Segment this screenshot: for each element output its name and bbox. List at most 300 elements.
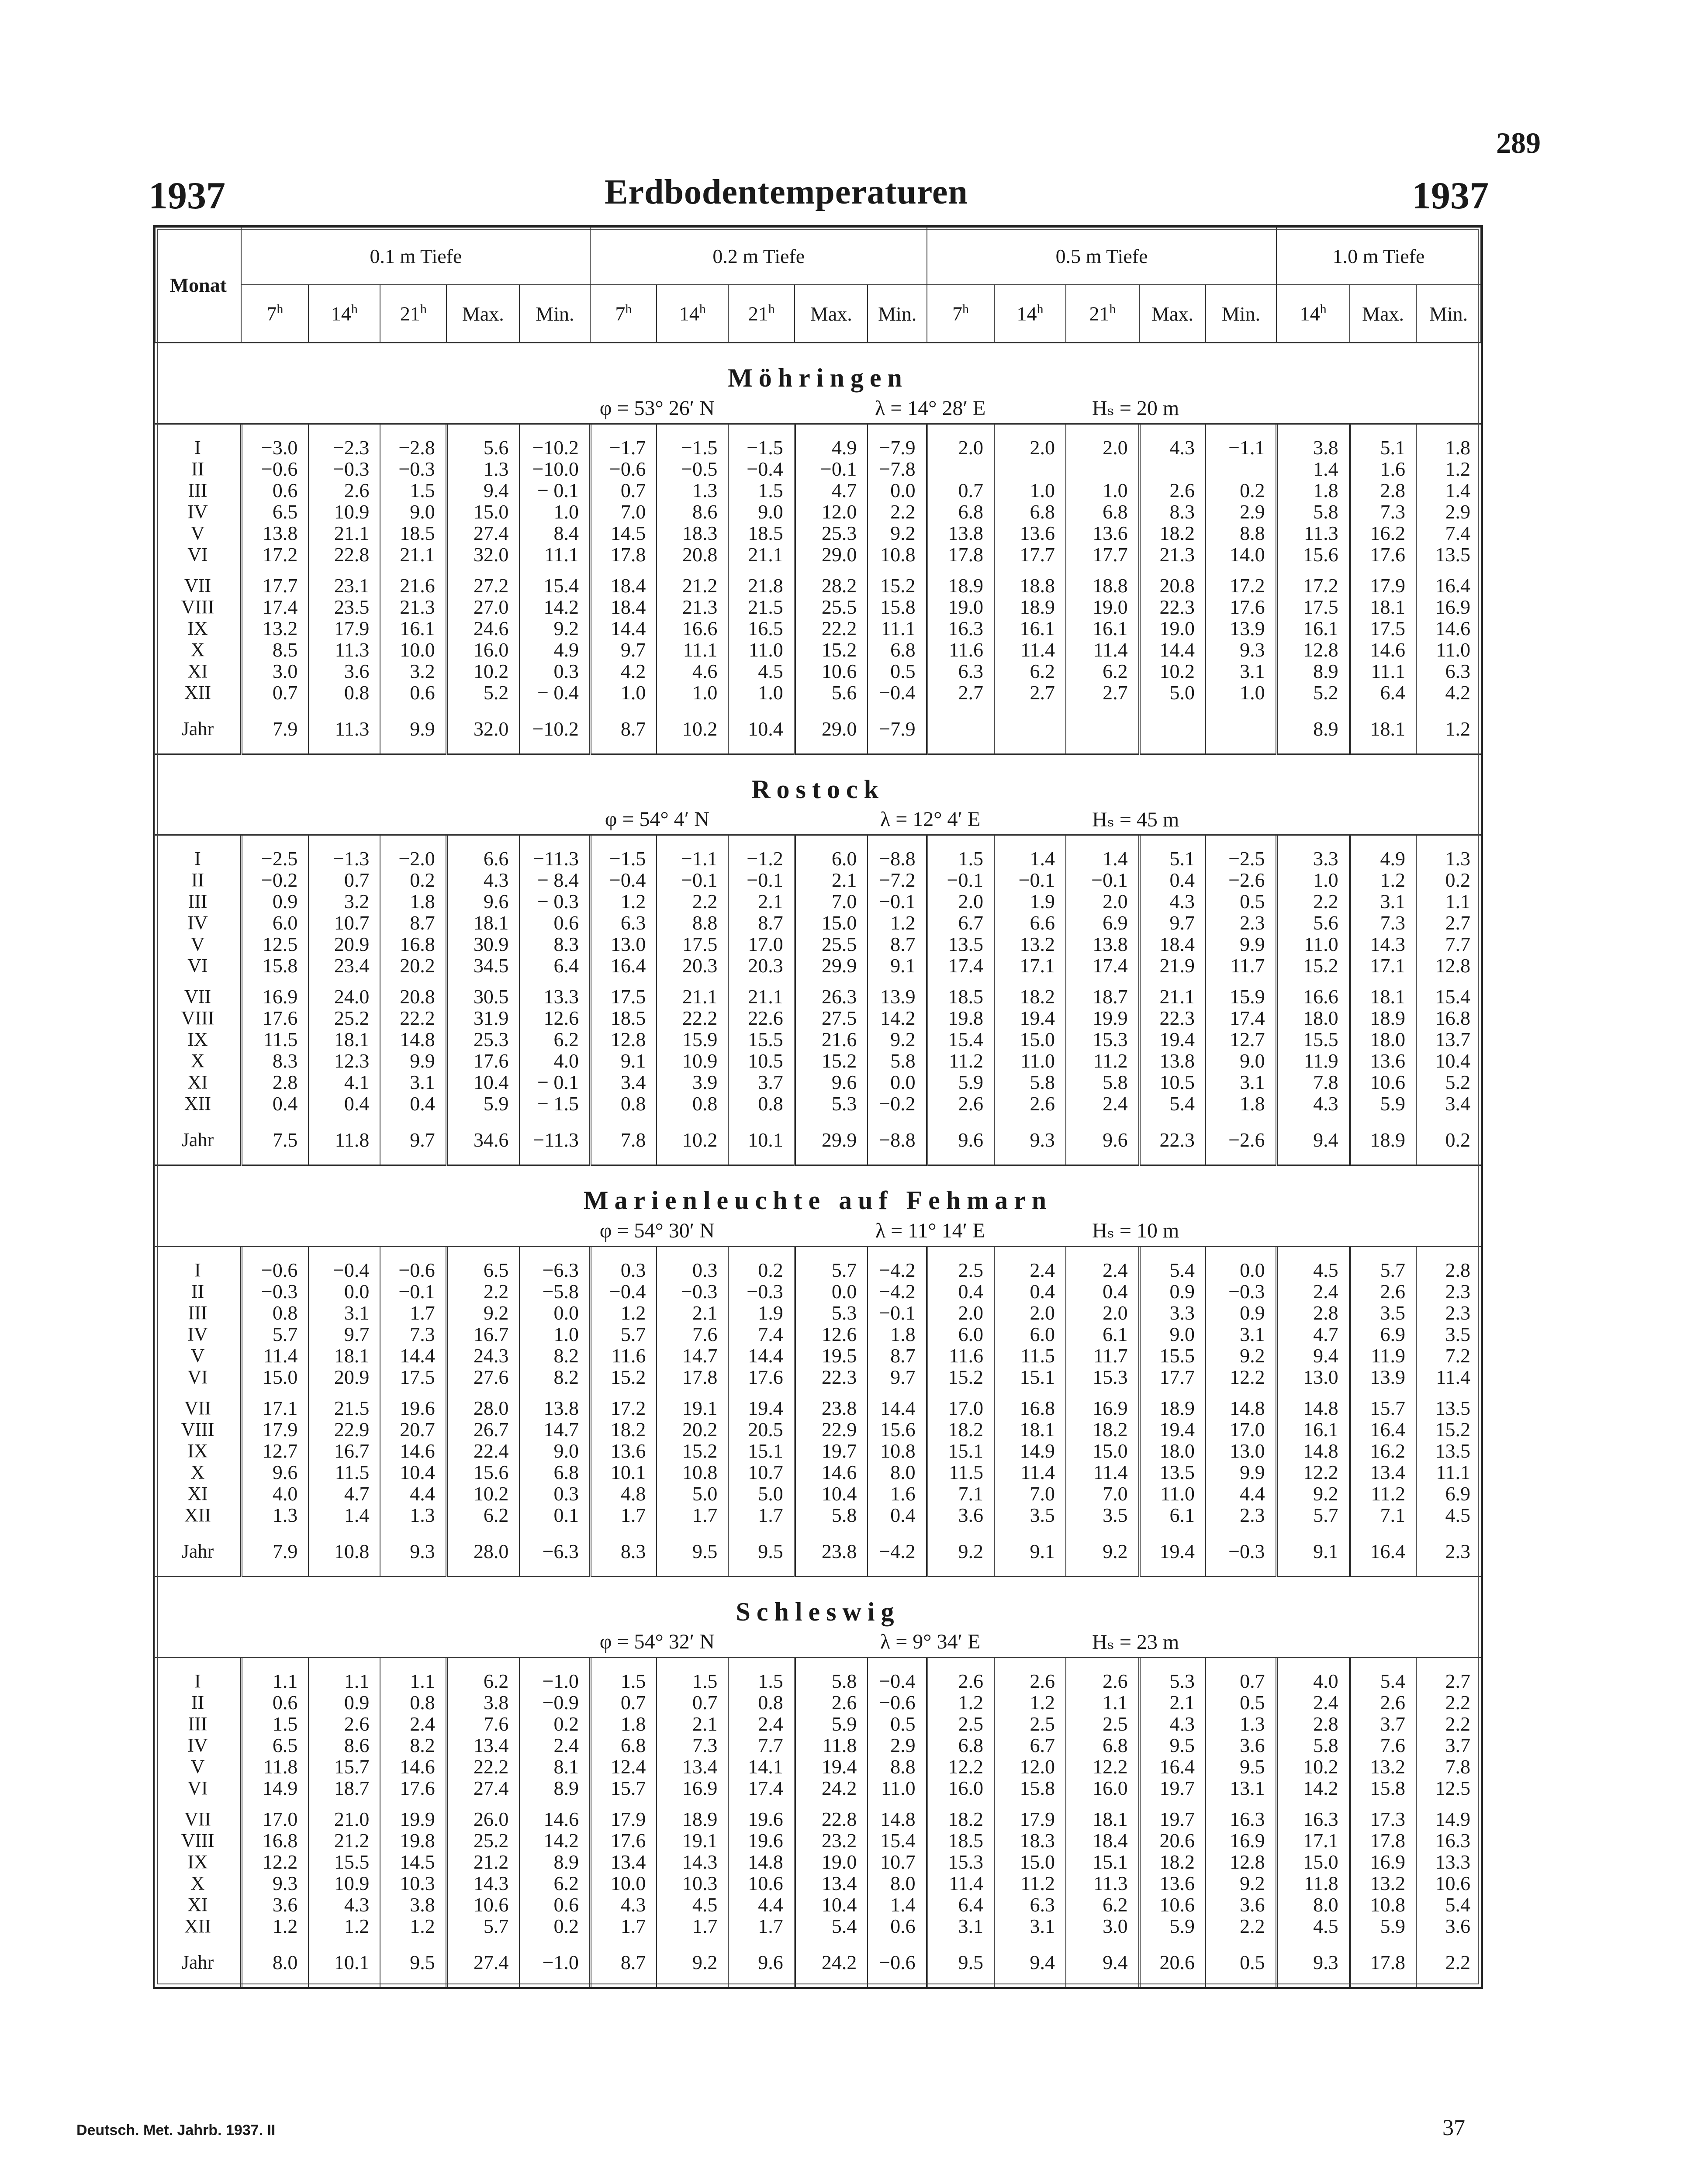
- table-cell: 8.3: [590, 1526, 657, 1577]
- table-cell: 5.8: [994, 1071, 1066, 1093]
- column-hour-unit: h: [1109, 302, 1116, 317]
- table-cell: 17.6: [728, 1366, 795, 1388]
- table-row: [155, 1830, 1481, 1851]
- table-cell: −0.1: [728, 869, 795, 891]
- table-cell: 29.0: [795, 544, 868, 565]
- table-row: [155, 1526, 1481, 1577]
- month-label: IX: [187, 617, 208, 639]
- table-cell: 19.4: [1139, 1029, 1206, 1050]
- table-cell: 19.4: [994, 1007, 1066, 1029]
- table-cell: 26.0: [446, 1799, 519, 1830]
- table-cell: 1.5: [380, 480, 446, 501]
- table-cell: 18.8: [1066, 565, 1139, 596]
- table-cell: −4.2: [868, 1247, 927, 1281]
- table-cell: 8.8: [868, 1756, 927, 1777]
- table-cell: 16.1: [1276, 618, 1350, 639]
- table-cell: 17.7: [241, 565, 308, 596]
- table-cell: 17.1: [1350, 955, 1416, 976]
- station-longitude: λ = 14° 28′ E: [875, 396, 986, 420]
- table-cell: 18.2: [590, 1419, 657, 1440]
- table-cell: 1.0: [519, 1324, 590, 1345]
- table-cell: 19.8: [380, 1830, 446, 1851]
- table-cell: 16.4: [590, 955, 657, 976]
- table-cell: 13.5: [1416, 1388, 1481, 1419]
- station-latitude: φ = 53° 26′ N: [599, 396, 715, 420]
- table-cell: 17.2: [241, 544, 308, 565]
- table-cell: 10.1: [728, 1114, 795, 1165]
- table-cell: 14.1: [728, 1756, 795, 1777]
- table-cell: 18.0: [1350, 1029, 1416, 1050]
- table-cell: 0.6: [241, 480, 308, 501]
- table-cell: 15.1: [1066, 1851, 1139, 1873]
- table-cell: 0.3: [590, 1247, 657, 1281]
- table-cell: 10.0: [380, 639, 446, 660]
- table-cell: 25.5: [795, 933, 868, 955]
- table-cell: 8.7: [380, 912, 446, 933]
- table-cell: −0.1: [380, 1281, 446, 1302]
- table-cell: 16.3: [927, 618, 994, 639]
- table-cell: 2.9: [1416, 501, 1481, 522]
- table-cell: 2.7: [1416, 912, 1481, 933]
- table-cell: 18.4: [590, 596, 657, 618]
- table-row: [155, 1658, 1481, 1692]
- table-cell: 6.9: [1066, 912, 1139, 933]
- month-label: XII: [184, 1504, 211, 1526]
- table-cell: 2.4: [994, 1247, 1066, 1281]
- column-hour-unit: h: [277, 302, 284, 317]
- table-cell: 5.8: [868, 1050, 927, 1071]
- table-cell: 19.4: [1139, 1526, 1206, 1577]
- table-cell: 5.0: [728, 1483, 795, 1504]
- month-label: VI: [187, 1777, 208, 1799]
- table-cell: 21.1: [728, 544, 795, 565]
- table-cell: 15.7: [590, 1777, 657, 1799]
- table-cell: −1.1: [1206, 425, 1276, 458]
- table-cell: 2.2: [1416, 1937, 1481, 1987]
- table-cell: 2.4: [1066, 1093, 1139, 1114]
- table-cell: [994, 703, 1066, 754]
- table-cell: 11.0: [994, 1050, 1066, 1071]
- table-cell: 8.7: [868, 1345, 927, 1366]
- table-cell: 22.3: [1139, 1114, 1206, 1165]
- table-cell: 22.6: [728, 1007, 795, 1029]
- table-cell: 13.0: [590, 933, 657, 955]
- table-cell: 16.2: [1350, 1440, 1416, 1462]
- table-cell: 16.9: [657, 1777, 728, 1799]
- table-cell: 2.1: [657, 1713, 728, 1735]
- month-label: IX: [187, 1029, 208, 1050]
- table-cell: 16.4: [1139, 1756, 1206, 1777]
- table-cell: 10.4: [795, 1483, 868, 1504]
- table-row: [155, 869, 1481, 891]
- month-label: IX: [187, 1851, 208, 1873]
- table-cell: 1.4: [1276, 458, 1350, 480]
- table-cell: 0.7: [590, 480, 657, 501]
- table-cell: 24.2: [795, 1777, 868, 1799]
- table-cell: 13.9: [868, 976, 927, 1007]
- table-cell: 10.6: [1139, 1894, 1206, 1915]
- table-cell: 18.1: [308, 1029, 380, 1050]
- table-cell: 16.1: [1066, 618, 1139, 639]
- table-cell: 1.2: [1350, 869, 1416, 891]
- table-cell: 9.3: [994, 1114, 1066, 1165]
- table-cell: 0.5: [868, 1713, 927, 1735]
- table-cell: 14.3: [1350, 933, 1416, 955]
- table-cell: 10.4: [446, 1071, 519, 1093]
- table-cell: 15.3: [927, 1851, 994, 1873]
- table-cell: 15.2: [868, 565, 927, 596]
- table-cell: −4.2: [868, 1281, 927, 1302]
- table-cell: 11.4: [927, 1873, 994, 1894]
- table-cell: 8.2: [380, 1735, 446, 1756]
- column-hour-unit: h: [699, 302, 706, 317]
- table-cell: 9.0: [1206, 1050, 1276, 1071]
- table-cell: 3.1: [1206, 660, 1276, 682]
- soil-temperature-table: [153, 225, 1483, 1989]
- table-cell: 10.7: [308, 912, 380, 933]
- table-cell: 4.5: [657, 1894, 728, 1915]
- table-cell: 6.8: [590, 1735, 657, 1756]
- table-cell: 2.3: [1416, 1281, 1481, 1302]
- table-cell: 11.1: [1350, 660, 1416, 682]
- table-cell: 9.3: [241, 1873, 308, 1894]
- table-cell: 6.3: [927, 660, 994, 682]
- table-row: [155, 1419, 1481, 1440]
- table-cell: 27.4: [446, 1777, 519, 1799]
- table-cell: 2.2: [1416, 1713, 1481, 1735]
- table-cell: 0.9: [1139, 1281, 1206, 1302]
- table-cell: 2.2: [1206, 1915, 1276, 1937]
- table-cell: 8.7: [590, 1937, 657, 1987]
- table-cell: 6.6: [994, 912, 1066, 933]
- table-cell: 8.6: [308, 1735, 380, 1756]
- table-cell: 4.4: [728, 1894, 795, 1915]
- table-cell: 9.6: [446, 891, 519, 912]
- table-cell: 11.7: [1066, 1345, 1139, 1366]
- column-hour: 14: [679, 302, 699, 325]
- table-cell: 0.0: [868, 480, 927, 501]
- table-cell: 1.4: [868, 1894, 927, 1915]
- table-cell: 8.7: [590, 703, 657, 754]
- month-label: VI: [187, 543, 208, 565]
- table-cell: 5.2: [1276, 682, 1350, 703]
- table-cell: 12.3: [308, 1050, 380, 1071]
- table-cell: 6.3: [994, 1894, 1066, 1915]
- table-cell: −10.0: [519, 458, 590, 480]
- table-cell: 25.5: [795, 596, 868, 618]
- table-cell: 18.9: [1139, 1388, 1206, 1419]
- table-cell: −0.6: [868, 1692, 927, 1713]
- column-hour-unit: h: [1320, 302, 1327, 317]
- table-cell: 21.1: [308, 522, 380, 544]
- table-cell: 1.0: [994, 480, 1066, 501]
- table-cell: −0.4: [590, 1281, 657, 1302]
- table-cell: 11.5: [308, 1462, 380, 1483]
- table-cell: 0.6: [868, 1915, 927, 1937]
- table-cell: 18.2: [1139, 1851, 1206, 1873]
- table-cell: 19.6: [728, 1799, 795, 1830]
- column-max-depth-3: [1350, 285, 1416, 343]
- table-cell: −0.4: [308, 1247, 380, 1281]
- station-name: Schleswig: [736, 1597, 900, 1626]
- table-cell: 0.6: [380, 682, 446, 703]
- table-cell: 17.5: [590, 976, 657, 1007]
- table-cell: 26.7: [446, 1419, 519, 1440]
- table-row: [155, 891, 1481, 912]
- table-cell: 5.6: [446, 425, 519, 458]
- table-cell: 6.5: [446, 1247, 519, 1281]
- table-cell: 23.5: [308, 596, 380, 618]
- table-cell: 3.9: [657, 1071, 728, 1093]
- table-cell: 1.5: [657, 1658, 728, 1692]
- table-cell: 14.5: [590, 522, 657, 544]
- table-cell: 5.4: [795, 1915, 868, 1937]
- table-cell: 17.7: [1139, 1366, 1206, 1388]
- table-cell: 0.7: [590, 1692, 657, 1713]
- table-cell: 13.2: [241, 618, 308, 639]
- table-cell: 5.8: [1276, 501, 1350, 522]
- table-cell: 16.9: [1416, 596, 1481, 618]
- table-cell: 6.8: [1066, 1735, 1139, 1756]
- table-cell: 7.6: [446, 1713, 519, 1735]
- column-label: Max.: [1362, 302, 1404, 325]
- column-hour-unit: h: [768, 302, 775, 317]
- table-cell: 2.0: [927, 425, 994, 458]
- table-cell: 24.0: [308, 976, 380, 1007]
- table-cell: 15.5: [308, 1851, 380, 1873]
- table-cell: 3.8: [446, 1692, 519, 1713]
- month-label: XI: [187, 1482, 208, 1504]
- table-cell: 18.1: [1350, 703, 1416, 754]
- table-cell: 5.9: [446, 1093, 519, 1114]
- table-cell: 21.8: [728, 565, 795, 596]
- table-cell: 2.4: [728, 1713, 795, 1735]
- table-cell: 3.3: [1139, 1302, 1206, 1324]
- table-cell: 0.8: [728, 1093, 795, 1114]
- table-cell: 17.0: [1206, 1419, 1276, 1440]
- table-cell: 8.0: [868, 1873, 927, 1894]
- table-cell: 18.9: [657, 1799, 728, 1830]
- table-cell: 1.0: [1276, 869, 1350, 891]
- table-cell: 6.4: [927, 1894, 994, 1915]
- table-cell: 17.6: [590, 1830, 657, 1851]
- table-cell: 2.3: [1206, 912, 1276, 933]
- table-cell: 17.7: [1066, 544, 1139, 565]
- table-cell: 17.8: [590, 544, 657, 565]
- table-cell: 1.7: [728, 1915, 795, 1937]
- table-cell: 2.3: [1206, 1504, 1276, 1526]
- table-cell: 1.5: [728, 1658, 795, 1692]
- table-cell: 17.9: [308, 618, 380, 639]
- column-label: Min.: [536, 302, 574, 325]
- table-cell: 11.8: [1276, 1873, 1350, 1894]
- table-cell: 2.3: [1416, 1302, 1481, 1324]
- table-cell: 6.2: [446, 1658, 519, 1692]
- table-cell: 15.2: [1416, 1419, 1481, 1440]
- table-cell: 11.6: [927, 639, 994, 660]
- table-cell: 1.0: [1206, 682, 1276, 703]
- table-cell: 13.3: [1416, 1851, 1481, 1873]
- table-cell: [994, 458, 1066, 480]
- table-cell: 27.2: [446, 565, 519, 596]
- table-cell: 0.2: [1206, 480, 1276, 501]
- table-cell: 9.7: [380, 1114, 446, 1165]
- table-cell: 14.2: [519, 1830, 590, 1851]
- table-row: [155, 1440, 1481, 1462]
- meta-spacer: [155, 393, 519, 424]
- table-cell: 19.5: [795, 1345, 868, 1366]
- table-cell: 15.6: [1276, 544, 1350, 565]
- table-row: [155, 1873, 1481, 1894]
- table-cell: 22.3: [795, 1366, 868, 1388]
- table-cell: 10.2: [1139, 660, 1206, 682]
- table-cell: 6.8: [927, 1735, 994, 1756]
- table-cell: 16.5: [728, 618, 795, 639]
- table-cell: 10.2: [657, 703, 728, 754]
- table-cell: 1.4: [1416, 480, 1481, 501]
- table-cell: 0.7: [241, 682, 308, 703]
- month-label: VII: [184, 1808, 211, 1830]
- table-cell: 21.1: [728, 976, 795, 1007]
- table-cell: 11.4: [1416, 1366, 1481, 1388]
- table-cell: 0.8: [380, 1692, 446, 1713]
- table-cell: 0.4: [241, 1093, 308, 1114]
- table-cell: 4.4: [380, 1483, 446, 1504]
- table-cell: 0.6: [519, 912, 590, 933]
- table-cell: 9.2: [657, 1937, 728, 1987]
- table-cell: 23.8: [795, 1388, 868, 1419]
- table-cell: 32.0: [446, 703, 519, 754]
- table-cell: [1139, 703, 1206, 754]
- table-cell: −2.5: [1206, 836, 1276, 869]
- table-cell: 14.3: [657, 1851, 728, 1873]
- table-cell: 13.0: [1206, 1440, 1276, 1462]
- table-cell: 1.3: [241, 1504, 308, 1526]
- table-cell: 18.2: [1139, 522, 1206, 544]
- table-cell: 2.1: [728, 891, 795, 912]
- table-cell: 1.8: [590, 1713, 657, 1735]
- table-cell: 6.8: [994, 501, 1066, 522]
- table-cell: 4.2: [1416, 682, 1481, 703]
- table-cell: 11.0: [728, 639, 795, 660]
- table-cell: 0.7: [308, 869, 380, 891]
- table-cell: 4.8: [590, 1483, 657, 1504]
- table-cell: 5.4: [1416, 1894, 1481, 1915]
- column-label: Min.: [1429, 302, 1468, 325]
- table-row: [155, 480, 1481, 501]
- column-min-depth-3: [1416, 285, 1481, 343]
- column-hour-unit: h: [625, 302, 632, 317]
- table-cell: 10.0: [590, 1873, 657, 1894]
- table-cell: 13.4: [446, 1735, 519, 1756]
- footer-sheet-number: 37: [1442, 2115, 1465, 2140]
- table-cell: 15.2: [590, 1366, 657, 1388]
- table-row: [155, 1756, 1481, 1777]
- table-cell: 11.2: [1350, 1483, 1416, 1504]
- table-cell: 18.9: [994, 596, 1066, 618]
- table-cell: 6.2: [1066, 1894, 1139, 1915]
- table-cell: 16.0: [446, 639, 519, 660]
- table-cell: 1.2: [380, 1915, 446, 1937]
- table-cell: −5.8: [519, 1281, 590, 1302]
- table-cell: 3.7: [1416, 1735, 1481, 1756]
- table-cell: 1.8: [1206, 1093, 1276, 1114]
- table-cell: 11.4: [1066, 1462, 1139, 1483]
- table-cell: 22.9: [795, 1419, 868, 1440]
- table-cell: −7.8: [868, 458, 927, 480]
- table-cell: 1.3: [446, 458, 519, 480]
- table-cell: 9.5: [380, 1937, 446, 1987]
- table-cell: 21.2: [446, 1851, 519, 1873]
- table-cell: −0.4: [868, 682, 927, 703]
- table-cell: 16.6: [657, 618, 728, 639]
- table-cell: −1.5: [728, 425, 795, 458]
- table-row: [155, 703, 1481, 754]
- table-cell: 5.6: [795, 682, 868, 703]
- table-cell: −0.4: [868, 1658, 927, 1692]
- table-cell: 0.4: [927, 1281, 994, 1302]
- table-cell: 14.8: [728, 1851, 795, 1873]
- table-cell: 32.0: [446, 544, 519, 565]
- table-cell: 1.7: [728, 1504, 795, 1526]
- table-cell: 1.1: [308, 1658, 380, 1692]
- table-cell: 1.0: [728, 682, 795, 703]
- month-label: XII: [184, 681, 211, 703]
- table-cell: 10.8: [308, 1526, 380, 1577]
- table-cell: 19.0: [1066, 596, 1139, 618]
- table-cell: 1.4: [994, 836, 1066, 869]
- table-cell: 5.1: [1139, 836, 1206, 869]
- table-row: [155, 1777, 1481, 1799]
- table-cell: 20.2: [657, 1419, 728, 1440]
- table-cell: 2.1: [657, 1302, 728, 1324]
- table-cell: 5.8: [1066, 1071, 1139, 1093]
- table-cell: 16.1: [1276, 1419, 1350, 1440]
- table-cell: 16.0: [927, 1777, 994, 1799]
- table-cell: − 0.4: [519, 682, 590, 703]
- table-cell: 23.8: [795, 1526, 868, 1577]
- table-cell: 3.5: [1350, 1302, 1416, 1324]
- table-cell: 9.0: [1139, 1324, 1206, 1345]
- table-cell: 10.4: [380, 1462, 446, 1483]
- table-cell: 9.6: [728, 1937, 795, 1987]
- month-label: IV: [187, 912, 208, 933]
- column-min-depth-1: [868, 285, 927, 343]
- column-hour: 7: [615, 302, 626, 325]
- table-cell: 17.3: [1350, 1799, 1416, 1830]
- table-cell: 19.0: [795, 1851, 868, 1873]
- table-cell: 2.4: [1066, 1247, 1139, 1281]
- table-cell: 18.7: [1066, 976, 1139, 1007]
- column-hour: 21: [748, 302, 768, 325]
- year-right: 1937: [1412, 175, 1489, 217]
- table-cell: 16.9: [241, 976, 308, 1007]
- table-row: [155, 501, 1481, 522]
- table-cell: 2.5: [927, 1713, 994, 1735]
- table-cell: 21.0: [308, 1799, 380, 1830]
- table-cell: 12.8: [1206, 1851, 1276, 1873]
- table-cell: 9.7: [590, 639, 657, 660]
- table-cell: 0.4: [380, 1093, 446, 1114]
- table-cell: 2.8: [1276, 1302, 1350, 1324]
- table-cell: 1.2: [1416, 703, 1481, 754]
- table-cell: 15.9: [1206, 976, 1276, 1007]
- table-cell: 29.9: [795, 955, 868, 976]
- table-cell: 2.0: [927, 1302, 994, 1324]
- table-cell: 1.8: [1276, 480, 1350, 501]
- table-cell: 13.2: [1350, 1873, 1416, 1894]
- table-row: [155, 1302, 1481, 1324]
